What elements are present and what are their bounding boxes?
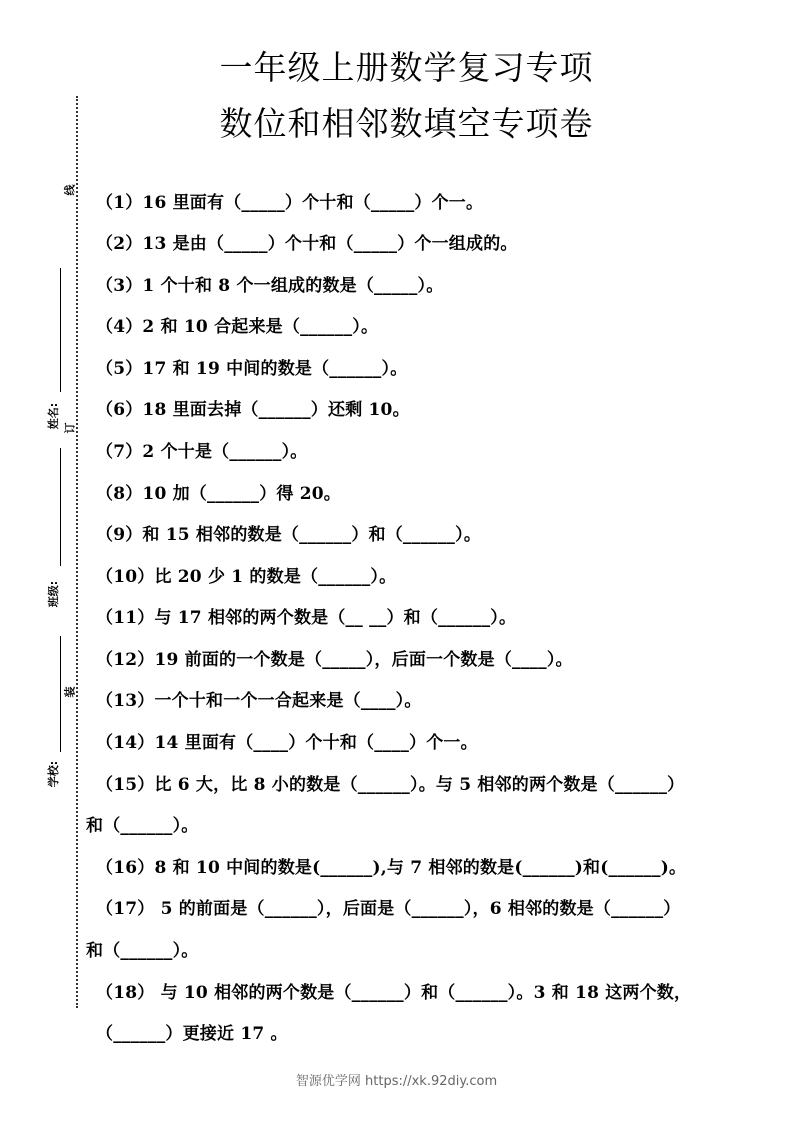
question-17: （17） 5 的前面是（______），后面是（______），6 相邻的数是（______）	[96, 899, 681, 919]
question-15-continued: 和（______）。	[86, 816, 199, 836]
question-8: （8）10 加（______）得 20。	[96, 484, 341, 504]
page-subtitle: 数位和相邻数填空专项卷	[219, 104, 594, 143]
page-title: 一年级上册数学复习专项	[219, 48, 594, 87]
question-14: （14）14 里面有（____）个十和（____）个一。	[96, 733, 478, 753]
question-5: （5）17 和 19 中间的数是（______）。	[96, 359, 408, 379]
margin-zhuang: 装	[63, 686, 77, 698]
margin-ding: 订	[63, 422, 77, 434]
school-write-line	[60, 636, 61, 752]
name-write-line	[60, 268, 61, 392]
question-18: （18） 与 10 相邻的两个数是（______）和（______）。3 和 18 这两个数，	[96, 983, 692, 1003]
question-13: （13）一个十和一个一合起来是（____）。	[96, 691, 422, 711]
question-10: （10）比 20 少 1 的数是（______）。	[96, 567, 397, 587]
question-18-continued: （______）更接近 17 。	[96, 1024, 288, 1044]
binding-dotted-line	[76, 96, 78, 1008]
name-label: 姓名:	[47, 402, 61, 430]
question-6: （6）18 里面去掉（______）还剩 10。	[96, 400, 410, 420]
question-16: （16）8 和 10 中间的数是(______),与 7 相邻的数是(______)和(______)。	[96, 858, 687, 878]
question-17-continued: 和（______）。	[86, 941, 199, 961]
question-15: （15）比 6 大，比 8 小的数是（______）。与 5 相邻的两个数是（______）	[96, 775, 685, 795]
question-7: （7）2 个十是（______）。	[96, 442, 308, 462]
question-1: （1）16 里面有（_____）个十和（_____）个一。	[96, 193, 484, 213]
question-11: （11）与 17 相邻的两个数是（__ __）和（______）。	[96, 608, 517, 628]
footer-watermark: 智源优学网 https://xk.92diy.com	[295, 1074, 498, 1089]
class-label: 班级:	[47, 580, 61, 608]
question-12: （12）19 前面的一个数是（_____），后面一个数是（____）。	[96, 650, 573, 670]
question-2: （2）13 是由（_____）个十和（_____）个一组成的。	[96, 234, 518, 254]
class-write-line	[60, 448, 61, 566]
margin-xian: 线	[63, 184, 77, 196]
question-9: （9）和 15 相邻的数是（______）和（______）。	[96, 525, 482, 545]
question-4: （4）2 和 10 合起来是（______）。	[96, 317, 379, 337]
question-3: （3）1 个十和 8 个一组成的数是（_____）。	[96, 276, 444, 296]
school-label: 学校:	[47, 760, 61, 788]
